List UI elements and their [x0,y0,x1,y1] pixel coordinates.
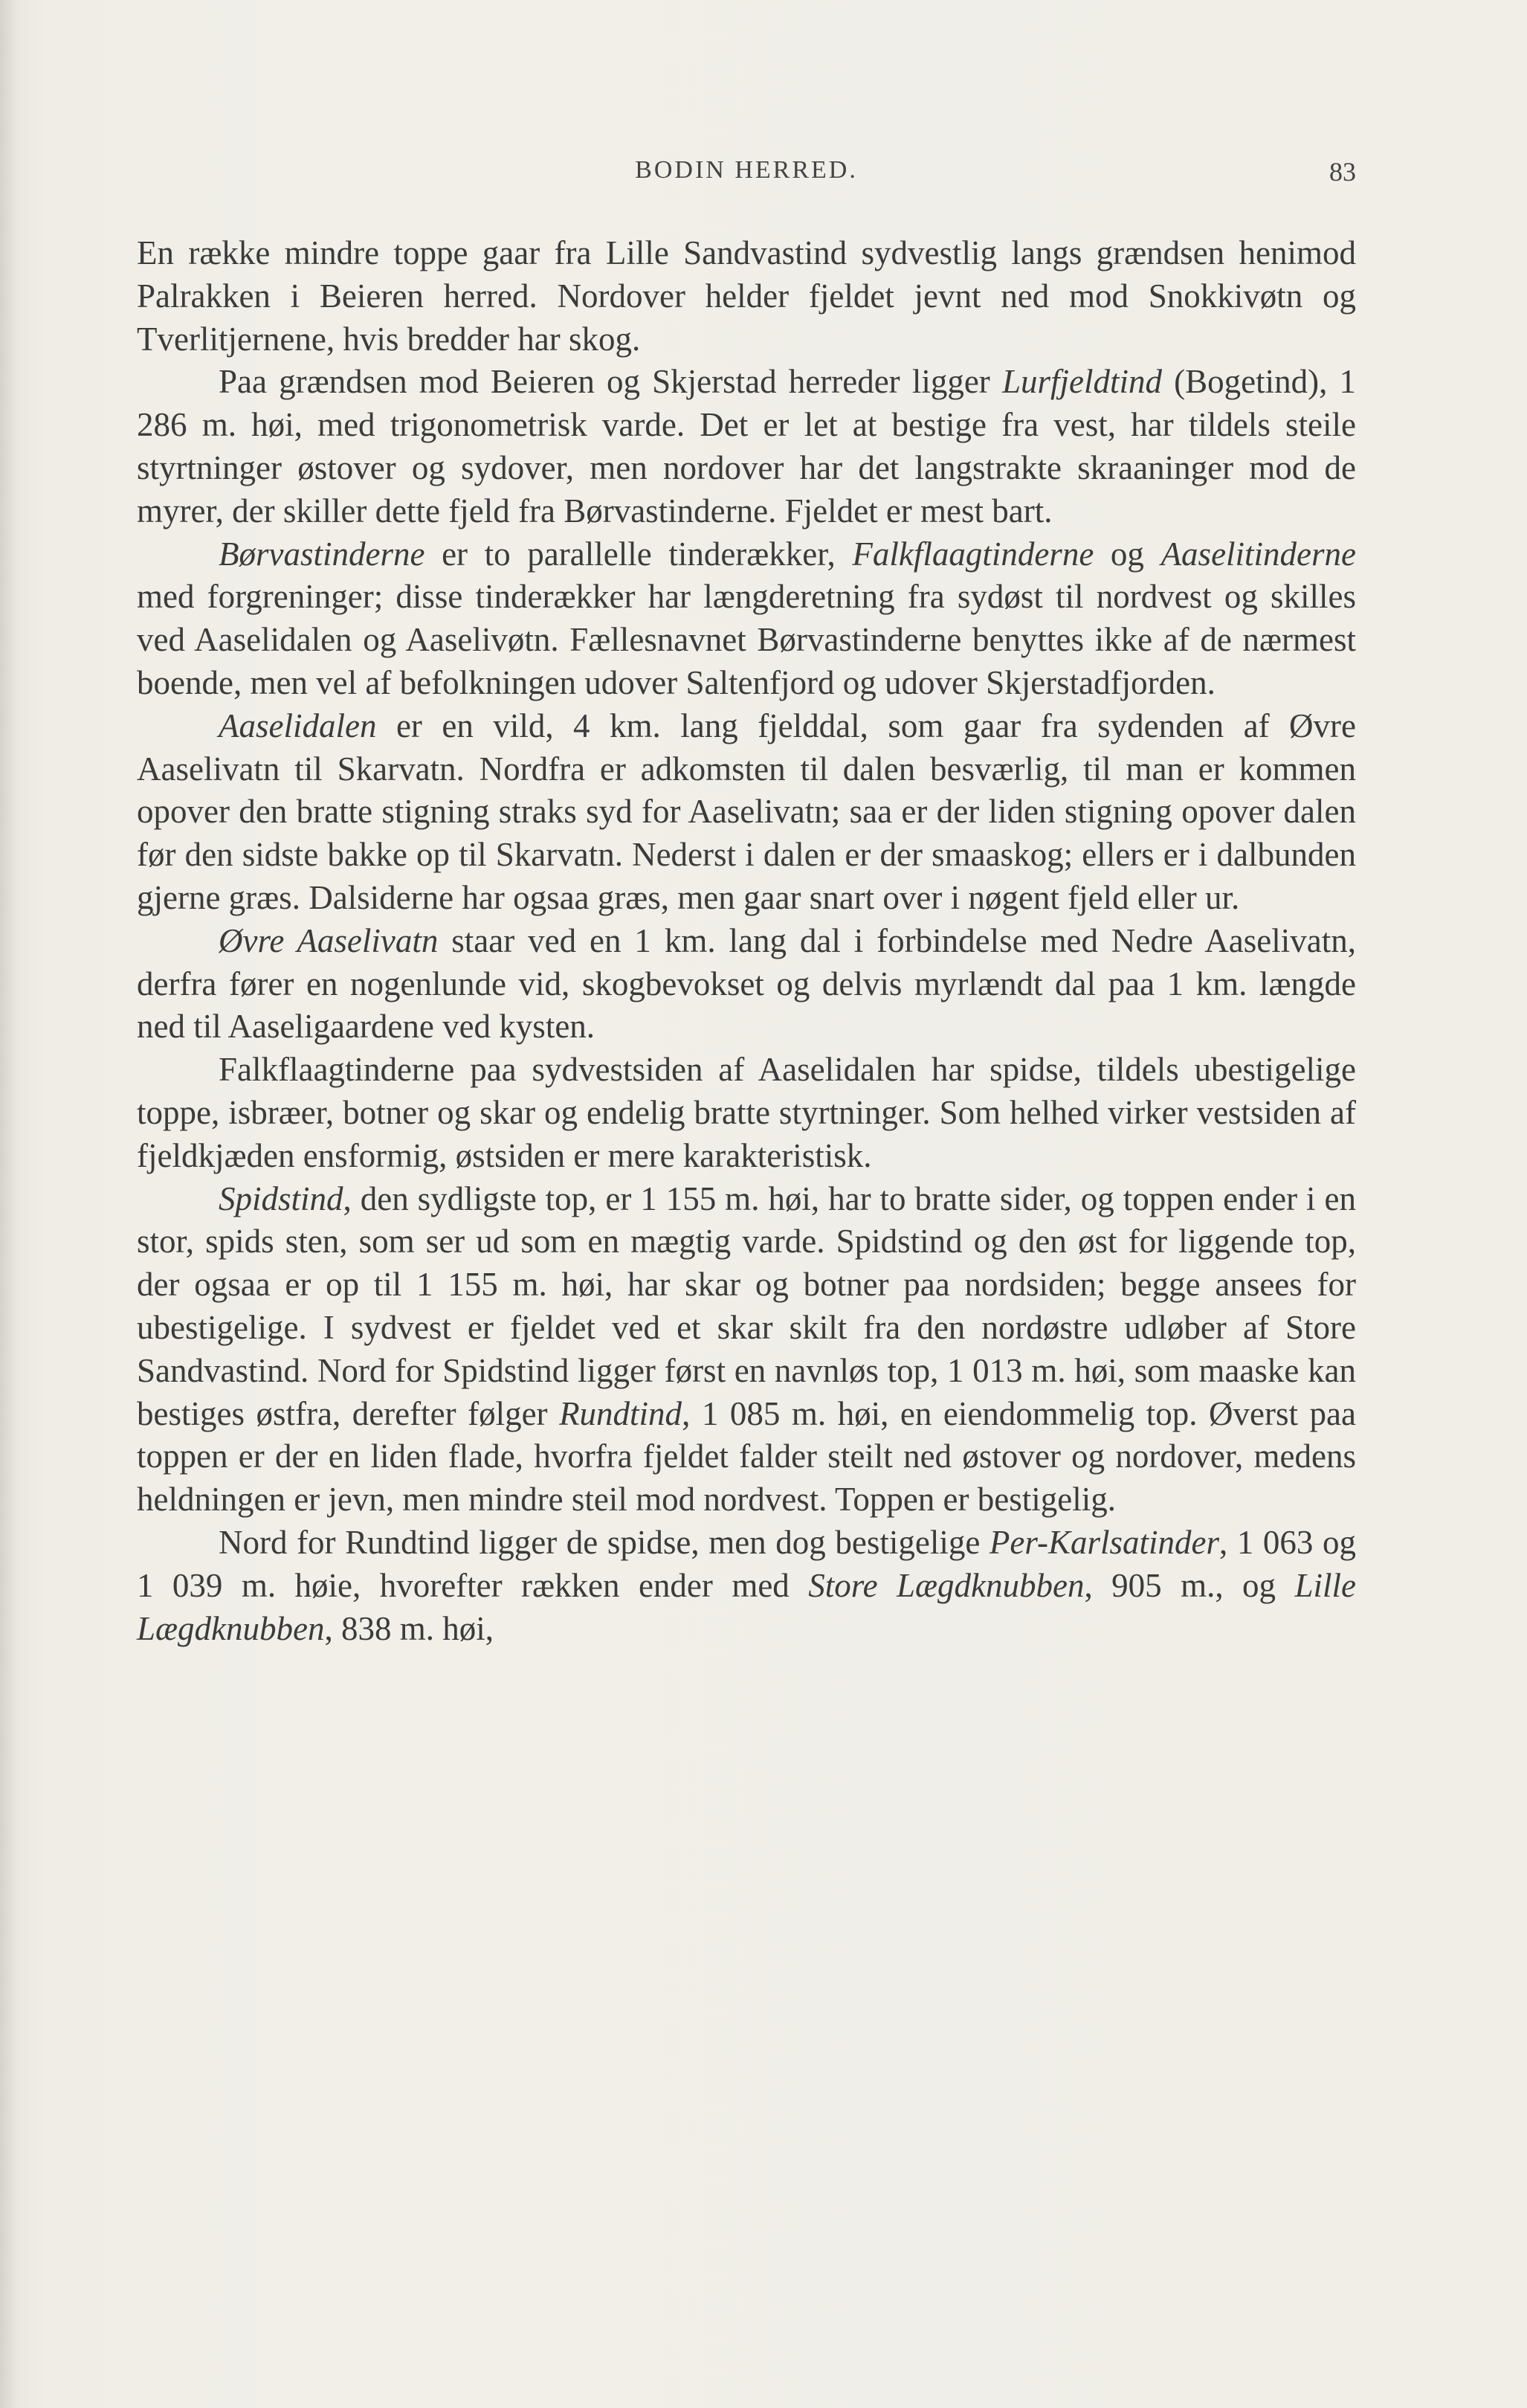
paragraph-p5 [137,920,1356,1049]
paragraph-p8 [137,1522,1356,1650]
italic-name: Aaselitinderne [1160,535,1357,573]
paragraph-p3 [137,533,1356,705]
text-run: , den sydligste top, er 1 155 m. høi, har to bratte sider, og toppen ender i en stor, spids sten, som ser ud som en mægtig varde. Spidstind og den øst for liggende top, der ogsaa er op til 1 155 m. høi, har skar og botner paa nordsiden; begge ansees for ubestigelige. I sydvest er fjeldet ved et skar skilt fra den nordøstre udløber af Store Sandvastind. Nord for Spidstind ligger først en navnløs top, 1 013 m. høi, som maaske kan bestiges østfra, derefter følger [137,1179,1356,1432]
italic-name: Per-Karlsatinder [989,1523,1219,1561]
text-run: En række mindre toppe gaar fra Lille Sandvastind sydvestlig langs grændsen henimod Palrakken i Beieren herred. Nordover helder fjeldet jevnt ned mod Snokkivøtn og Tverlitjernene, hvis bredder har skog. [137,234,1356,358]
italic-name: Børvastinderne [219,535,425,573]
page-header [137,156,1356,201]
body-text [137,232,1356,1650]
text-run: (Bogetind), 1 286 m. høi, med trigonometrisk varde. Det er let at bestige fra vest, har tildels steile styrtninger østover og sydover, men nordover har det langstrakte skraaninger mod de myrer, der skiller dette fjeld fra Børvastinderne. Fjeldet er mest bart. [137,363,1356,529]
text-run: , 905 m., og [1084,1566,1295,1604]
paragraph-p1 [137,232,1356,361]
binding-edge-shadow [0,0,18,2408]
italic-name: Øvre Aaselivatn [219,921,439,959]
italic-name: Lurfjeldtind [1001,363,1162,401]
text-run: Nord for Rundtind ligger de spidse, men dog bestigelige [219,1523,990,1561]
italic-name: Store Lægdknubben [808,1566,1085,1604]
page-number: 83 [1329,157,1356,187]
text-run: med forgreninger; disse tinderækker har længderetning fra sydøst til nordvest og skilles ved Aaselidalen og Aaselivøtn. Fællesnavnet Børvastinderne benyttes ikke af de nærmest boende, men vel af befolkningen udover Saltenfjord og udover Skjerstadfjorden. [137,578,1356,701]
paragraph-p2 [137,361,1356,532]
italic-name: Aaselidalen [219,706,377,744]
text-run: er en vild, 4 km. lang fjelddal, som gaar fra sydenden af Øvre Aaselivatn til Skarvatn. Nordfra er adkomsten til dalen besværlig, til man er kommen opover den bratte stigning straks syd for Aaselivatn; saa er der liden stigning opover dalen før den sidste bakke op til Skarvatn. Nederst i dalen er der smaaskog; ellers er i dalbunden gjerne græs. Dalsiderne har ogsaa græs, men gaar snart over i nøgent fjeld eller ur. [137,706,1356,916]
italic-name: Spidstind [219,1179,343,1217]
text-run: , 1 085 m. høi, en eiendommelig top. Øverst paa toppen er der en liden flade, hvorfra fjeldet falder steilt ned østover og nordover, medens heldningen er jevn, men mindre steil mod nordvest. Toppen er bestigelig. [137,1394,1356,1519]
text-run: er to parallelle tinderækker, [424,535,853,573]
text-run: , 1 063 og 1 039 m. høie, hvorefter rækken ender med [137,1523,1357,1604]
running-title: BODIN HERRED. [635,156,858,184]
italic-name: Lille Lægdknubben [137,1566,1356,1647]
text-run: og [1094,535,1161,573]
text-run: Falkflaagtinderne paa sydvestsiden af Aaselidalen har spidse, tildels ubestigelige toppe, isbræer, botner og skar og endelig bratte styrtninger. Som helhed virker vestsiden af fjeldkjæden ensformig, østsiden er mere karakteristisk. [137,1051,1356,1174]
italic-name: Falkflaagtinderne [852,535,1094,573]
text-run: , 838 m. høi, [324,1609,494,1647]
italic-name: Rundtind [559,1394,682,1432]
paragraph-p7 [137,1178,1356,1522]
paragraph-p4 [137,705,1356,920]
text-run: staar ved en 1 km. lang dal i forbindelse med Nedre Aaselivatn, derfra fører en nogenlunde vid, skogbevokset og delvis myrlændt dal paa 1 km. længde ned til Aaseligaardene ved kysten. [137,921,1356,1046]
paragraph-p6 [137,1049,1356,1177]
text-run: Paa grændsen mod Beieren og Skjerstad herreder ligger [219,363,1002,401]
